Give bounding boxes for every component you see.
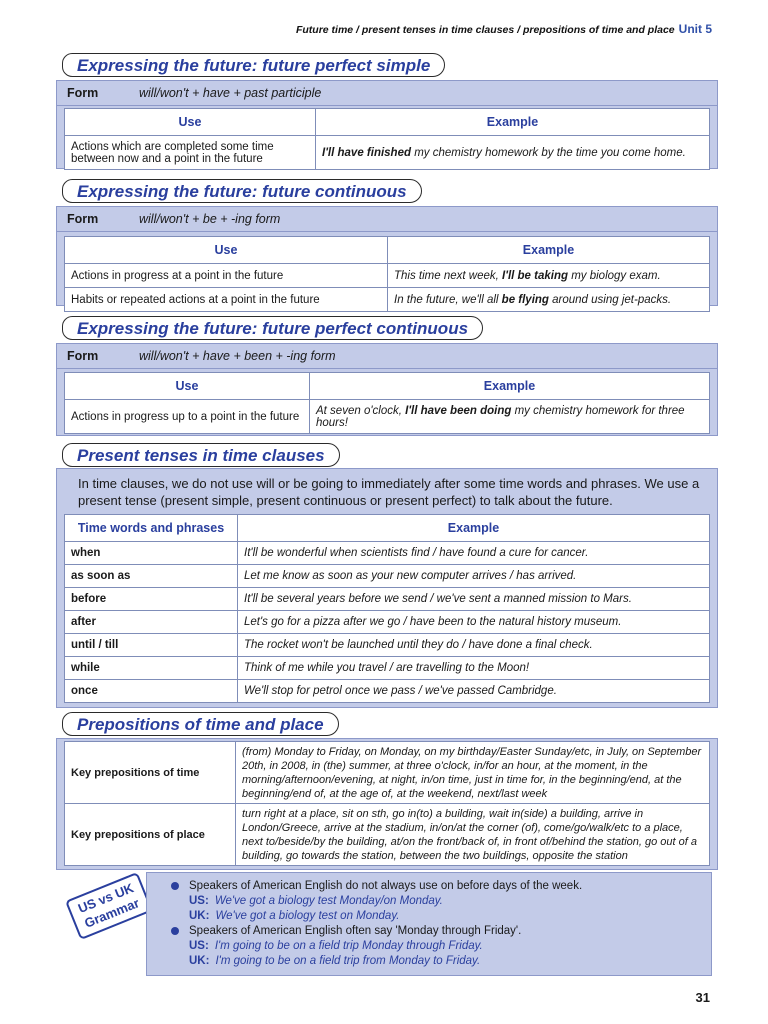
us-vs-uk-stamp: US vs UK Grammar	[65, 872, 153, 940]
section-title-prepositions: Prepositions of time and place	[62, 712, 339, 736]
section-title-present-tenses: Present tenses in time clauses	[62, 443, 340, 467]
fps-table: Use Example Actions which are completed some time between now and a point in the future I'll have finished my chemistry homework by the time you come home.	[64, 108, 710, 170]
form-formula: will/won't + have + past participle	[139, 86, 322, 100]
bullet-icon	[171, 927, 179, 935]
section-title-future-continuous: Expressing the future: future continuous	[62, 179, 422, 203]
form-bar-fc: Form will/won't + be + -ing form	[56, 206, 718, 232]
unit-label: Unit 5	[678, 22, 712, 36]
us-uk-note: Speakers of American English do not always use on before days of the week. US: We've got a biology test Monday/on Monday. UK: We've got a biology test on Monday. Speakers of American English often say 'Monday through Friday'. US: I'm going to be on a field trip Monday through Friday. UK: I'm going to be on a field trip from Monday to Friday.	[146, 872, 712, 976]
section-title-future-perfect-continuous: Expressing the future: future perfect continuous	[62, 316, 483, 340]
prepositions-table: Key prepositions of time (from) Monday to Friday, on Monday, on my birthday/Easter Sunday/etc, in July, on September 20th, in 2008, in (the) summer, at three o'clock, in/for an hour, at the moment, in the morning/afternoon/evening, at night, in/on time, just in time for, in the beginning/end, at the beginning/end of, at the age of, at the weekend, next/last week Key prepositions of place turn right at a place, sit on sth, go in(to) a building, wait in(side) a building, arrive in London/Greece, arrive at the stadium, in/on/at the corner (of), come/go/walk/etc to a place, next to/beside/by the building, at/on the front/back of, in front of/behind the station, go out of a building, go towards the station, between the two buildings, opposite the station	[64, 741, 710, 866]
page-number: 31	[695, 990, 710, 1005]
fc-table: Use Example Actions in progress at a point in the future This time next week, I'll be taking my biology exam. Habits or repeated actions at a point in the future In the future, we'll all be flying around using jet-packs.	[64, 236, 710, 312]
time-words-table: Time words and phrases Example when It'll be wonderful when scientists find / have found a cure for cancer. as soon as Let me know as soon as your new computer arrives / has arrived. before It'll be several years before we send / we've sent a manned mission to Mars. after Let's go for a pizza after we go / have been to the natural history museum. until / till The rocket won't be launched until they do / have done a final check. while Think of me while you travel / are travelling to the Moon! once We'll stop for petrol once we pass / we've passed Cambridge.	[64, 514, 710, 703]
form-bar-fpc: Form will/won't + have + been + -ing form	[56, 343, 718, 369]
bullet-icon	[171, 882, 179, 890]
running-header: Future time / present tenses in time clauses / prepositions of time and place Unit 5	[295, 22, 712, 36]
form-bar-fps: Form will/won't + have + past participle	[56, 80, 718, 106]
fpc-table: Use Example Actions in progress up to a point in the future At seven o'clock, I'll have been doing my chemistry homework for three hours!	[64, 372, 710, 434]
intro-paragraph: In time clauses, we do not use will or be going to immediately after some time words and phrases. We use a present tense (present simple, present continuous or present perfect) to talk about the future.	[78, 476, 700, 508]
section-title-future-perfect-simple: Expressing the future: future perfect simple	[62, 53, 445, 77]
